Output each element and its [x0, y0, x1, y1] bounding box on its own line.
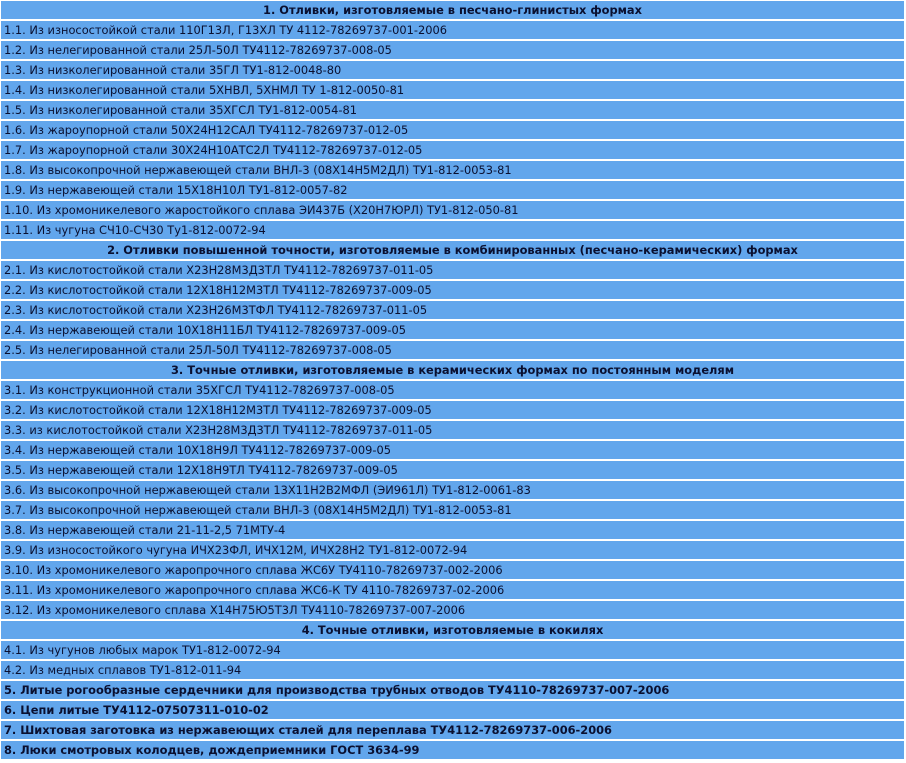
category-item: 8. Люки смотровых колодцев, дождеприемники ГОСТ 3634-99 — [0, 741, 906, 761]
table-row — [0, 41, 906, 61]
table-row — [0, 101, 906, 121]
list-item: 2.5. Из нелегированной стали 25Л-50Л ТУ4112-78269737-008-05 — [0, 341, 906, 361]
table-row — [0, 281, 906, 301]
list-item: 2.1. Из кислотостойкой стали Х23Н28М3Д3ТЛ ТУ4112-78269737-011-05 — [0, 261, 906, 281]
table-row — [0, 461, 906, 481]
table-row — [0, 221, 906, 241]
list-item: 1.7. Из жароупорной стали 30Х24Н10АТС2Л ТУ4112-78269737-012-05 — [0, 141, 906, 161]
table-row — [0, 321, 906, 341]
list-item: 1.6. Из жароупорной стали 50Х24Н12САЛ ТУ4112-78269737-012-05 — [0, 121, 906, 141]
table-row — [0, 721, 906, 741]
table-row — [0, 381, 906, 401]
table-row — [0, 81, 906, 101]
list-item: 3.9. Из износостойкого чугуна ИЧХ23ФЛ, ИЧХ12М, ИЧХ28Н2 ТУ1-812-0072-94 — [0, 541, 906, 561]
table-row — [0, 61, 906, 81]
category-item: 7. Шихтовая заготовка из нержавеющих сталей для переплава ТУ4112-78269737-006-2006 — [0, 721, 906, 741]
table-row — [0, 661, 906, 681]
category-item: 6. Цепи литые ТУ4112-07507311-010-02 — [0, 701, 906, 721]
section-header-row — [0, 361, 906, 381]
list-item: 4.2. Из медных сплавов ТУ1-812-011-94 — [0, 661, 906, 681]
table-row — [0, 341, 906, 361]
list-item: 3.8. Из нержавеющей стали 21-11-2,5 71МТУ-4 — [0, 521, 906, 541]
table-row — [0, 681, 906, 701]
list-item: 3.12. Из хромоникелевого сплава Х14Н75Ю5Т3Л ТУ4110-78269737-007-2006 — [0, 601, 906, 621]
table-row — [0, 541, 906, 561]
list-item: 3.5. Из нержавеющей стали 12Х18Н9ТЛ ТУ4112-78269737-009-05 — [0, 461, 906, 481]
table-row — [0, 301, 906, 321]
table-row — [0, 441, 906, 461]
table-row — [0, 261, 906, 281]
list-item: 1.3. Из низколегированной стали 35ГЛ ТУ1-812-0048-80 — [0, 61, 906, 81]
list-item: 3.6. Из высокопрочной нержавеющей стали 13Х11Н2В2МФЛ (ЭИ961Л) ТУ1-812-0061-83 — [0, 481, 906, 501]
table-row — [0, 121, 906, 141]
list-item: 2.3. Из кислотостойкой стали Х23Н26М3ТФЛ ТУ4112-78269737-011-05 — [0, 301, 906, 321]
table-row — [0, 401, 906, 421]
list-item: 1.8. Из высокопрочной нержавеющей стали ВНЛ-3 (08Х14Н5М2ДЛ) ТУ1-812-0053-81 — [0, 161, 906, 181]
table-row — [0, 181, 906, 201]
list-item: 1.1. Из износостойкой стали 110Г13Л, Г13ХЛ ТУ 4112-78269737-001-2006 — [0, 21, 906, 41]
section-header-row — [0, 241, 906, 261]
table-row — [0, 201, 906, 221]
list-item: 3.11. Из хромоникелевого жаропрочного сплава ЖС6-К ТУ 4110-78269737-02-2006 — [0, 581, 906, 601]
table-row — [0, 701, 906, 721]
section-header: 4. Точные отливки, изготовляемые в кокилях — [0, 621, 906, 641]
list-item: 1.9. Из нержавеющей стали 15Х18Н10Л ТУ1-812-0057-82 — [0, 181, 906, 201]
table-row — [0, 641, 906, 661]
list-item: 3.4. Из нержавеющей стали 10Х18Н9Л ТУ4112-78269737-009-05 — [0, 441, 906, 461]
list-item: 1.10. Из хромоникелевого жаростойкого сплава ЭИ437Б (Х20Н7ЮРЛ) ТУ1-812-050-81 — [0, 201, 906, 221]
table-row — [0, 161, 906, 181]
table-row — [0, 421, 906, 441]
section-header: 2. Отливки повышенной точности, изготовляемые в комбинированных (песчано-керамических) формах — [0, 241, 906, 261]
list-item: 1.5. Из низколегированной стали 35ХГСЛ ТУ1-812-0054-81 — [0, 101, 906, 121]
table-row — [0, 521, 906, 541]
table-row — [0, 581, 906, 601]
list-item: 3.10. Из хромоникелевого жаропрочного сплава ЖС6У ТУ4110-78269737-002-2006 — [0, 561, 906, 581]
section-header-row — [0, 0, 906, 21]
list-item: 1.2. Из нелегированной стали 25Л-50Л ТУ4112-78269737-008-05 — [0, 41, 906, 61]
table-row — [0, 141, 906, 161]
section-header: 1. Отливки, изготовляемые в песчано-глинистых формах — [0, 0, 906, 21]
list-item: 2.2. Из кислотостойкой стали 12Х18Н12М3ТЛ ТУ4112-78269737-009-05 — [0, 281, 906, 301]
table-row — [0, 501, 906, 521]
list-item: 2.4. Из нержавеющей стали 10Х18Н11БЛ ТУ4112-78269737-009-05 — [0, 321, 906, 341]
table-row — [0, 561, 906, 581]
list-item: 3.1. Из конструкционной стали 35ХГСЛ ТУ4112-78269737-008-05 — [0, 381, 906, 401]
table-row — [0, 741, 906, 761]
list-item: 3.2. Из кислотостойкой стали 12Х18Н12М3ТЛ ТУ4112-78269737-009-05 — [0, 401, 906, 421]
list-item: 4.1. Из чугунов любых марок ТУ1-812-0072-94 — [0, 641, 906, 661]
list-item: 3.3. из кислотостойкой стали Х23Н28М3Д3ТЛ ТУ4112-78269737-011-05 — [0, 421, 906, 441]
table-row — [0, 481, 906, 501]
section-header-row — [0, 621, 906, 641]
table-row — [0, 601, 906, 621]
category-item: 5. Литые рогообразные сердечники для производства трубных отводов ТУ4110-78269737-007-2006 — [0, 681, 906, 701]
list-item: 3.7. Из высокопрочной нержавеющей стали ВНЛ-3 (08Х14Н5М2ДЛ) ТУ1-812-0053-81 — [0, 501, 906, 521]
table-row — [0, 21, 906, 41]
list-item: 1.4. Из низколегированной стали 5ХНВЛ, 5ХНМЛ ТУ 1-812-0050-81 — [0, 81, 906, 101]
list-item: 1.11. Из чугуна СЧ10-СЧ30 Ту1-812-0072-94 — [0, 221, 906, 241]
section-header: 3. Точные отливки, изготовляемые в керамических формах по постоянным моделям — [0, 361, 906, 381]
